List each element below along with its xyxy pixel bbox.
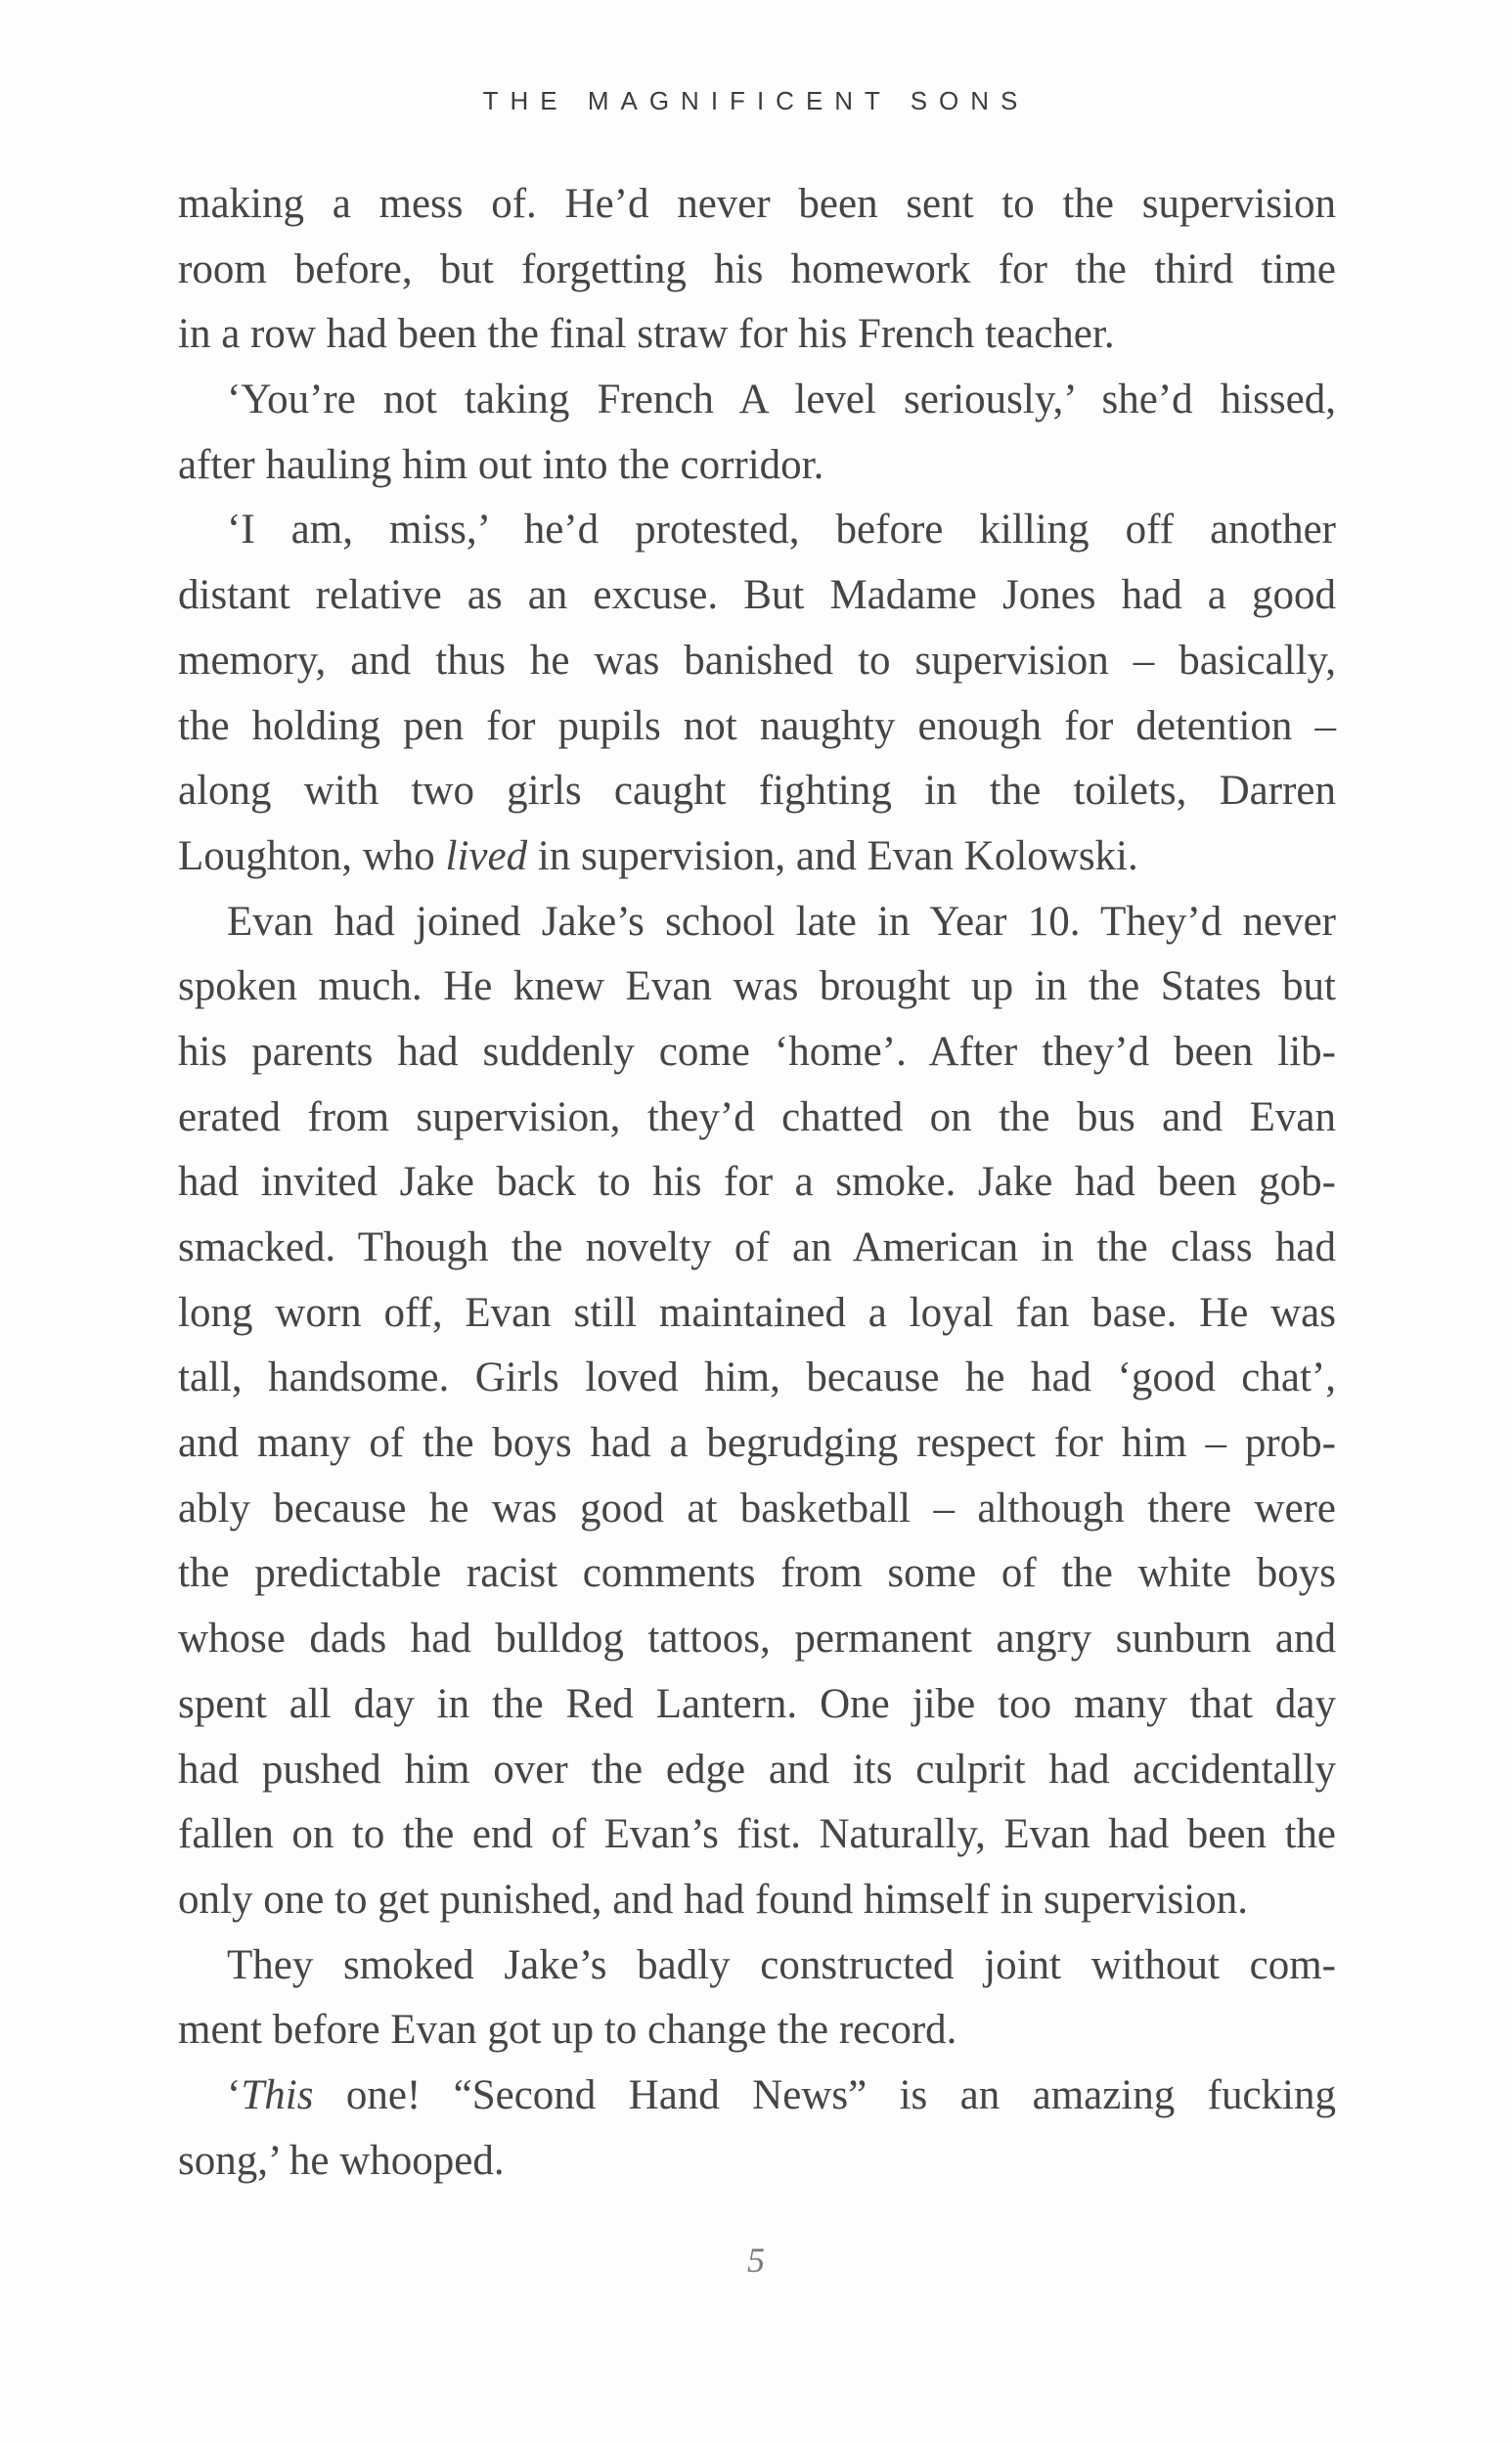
text-line: Evan had joined Jake’s school late in Year 10. They’d never	[227, 898, 1336, 945]
page-number: 5	[747, 2241, 765, 2280]
text-line: after hauling him out into the corridor.	[178, 441, 824, 488]
text-line: had invited Jake back to his for a smoke. Jake had been gob-	[178, 1159, 1336, 1206]
italic-word: This	[241, 2071, 314, 2118]
text-line: ment before Evan got up to change the record.	[178, 2007, 957, 2054]
text-line: long worn off, Evan still maintained a loyal fan base. He was	[178, 1289, 1336, 1336]
text-line: song,’ he whooped.	[178, 2137, 505, 2184]
text-line: smacked. Though the novelty of an American in the class had	[178, 1224, 1336, 1270]
text-line: fallen on to the end of Evan’s fist. Naturally, Evan had been the	[178, 1811, 1336, 1858]
text-line: in a row had been the final straw for his French teacher.	[178, 311, 1115, 358]
text-line: ‘You’re not taking French A level seriously,’ she’d hissed,	[227, 377, 1336, 423]
body-text	[178, 172, 1336, 2194]
text-line: had pushed him over the edge and its culprit had accidentally	[178, 1746, 1336, 1793]
text-line: spent all day in the Red Lantern. One jibe too many that day	[178, 1680, 1336, 1727]
italic-word: lived	[445, 832, 528, 879]
text-line: Loughton, who lived in supervision, and Evan Kolowski.	[178, 832, 1138, 879]
text-line: only one to get punished, and had found himself in supervision.	[178, 1876, 1248, 1923]
text-line: distant relative as an excuse. But Madame Jones had a good	[178, 572, 1336, 619]
text-line: memory, and thus he was banished to supervision – basically,	[178, 637, 1336, 684]
text-line: spoken much. He knew Evan was brought up in the States but	[178, 963, 1336, 1010]
text-line: erated from supervision, they’d chatted on the bus and Evan	[178, 1093, 1336, 1140]
text-line: ‘I am, miss,’ he’d protested, before killing off another	[227, 507, 1336, 554]
text-line: and many of the boys had a begrudging respect for him – prob-	[178, 1420, 1336, 1467]
text-line: tall, handsome. Girls loved him, because he had ‘good chat’,	[178, 1354, 1336, 1401]
text-line: whose dads had bulldog tattoos, permanent angry sunburn and	[178, 1616, 1336, 1663]
text-line: along with two girls caught fighting in the toilets, Darren	[178, 768, 1336, 815]
text-line: the predictable racist comments from some of the white boys	[178, 1550, 1336, 1597]
text-line: the holding pen for pupils not naughty enough for detention –	[178, 702, 1336, 749]
text-line: ably because he was good at basketball – although there were	[178, 1485, 1336, 1532]
running-head: THE MAGNIFICENT SONS	[482, 86, 1030, 115]
text-line: room before, but forgetting his homework for the third time	[178, 245, 1336, 292]
text-line: making a mess of. He’d never been sent to the supervision	[178, 181, 1336, 227]
text-line: ‘This one! “Second Hand News” is an amazing fucking	[227, 2071, 1336, 2118]
text-line: They smoked Jake’s badly constructed joint without com-	[227, 1941, 1336, 1988]
text-line: his parents had suddenly come ‘home’. After they’d been lib-	[178, 1028, 1336, 1075]
